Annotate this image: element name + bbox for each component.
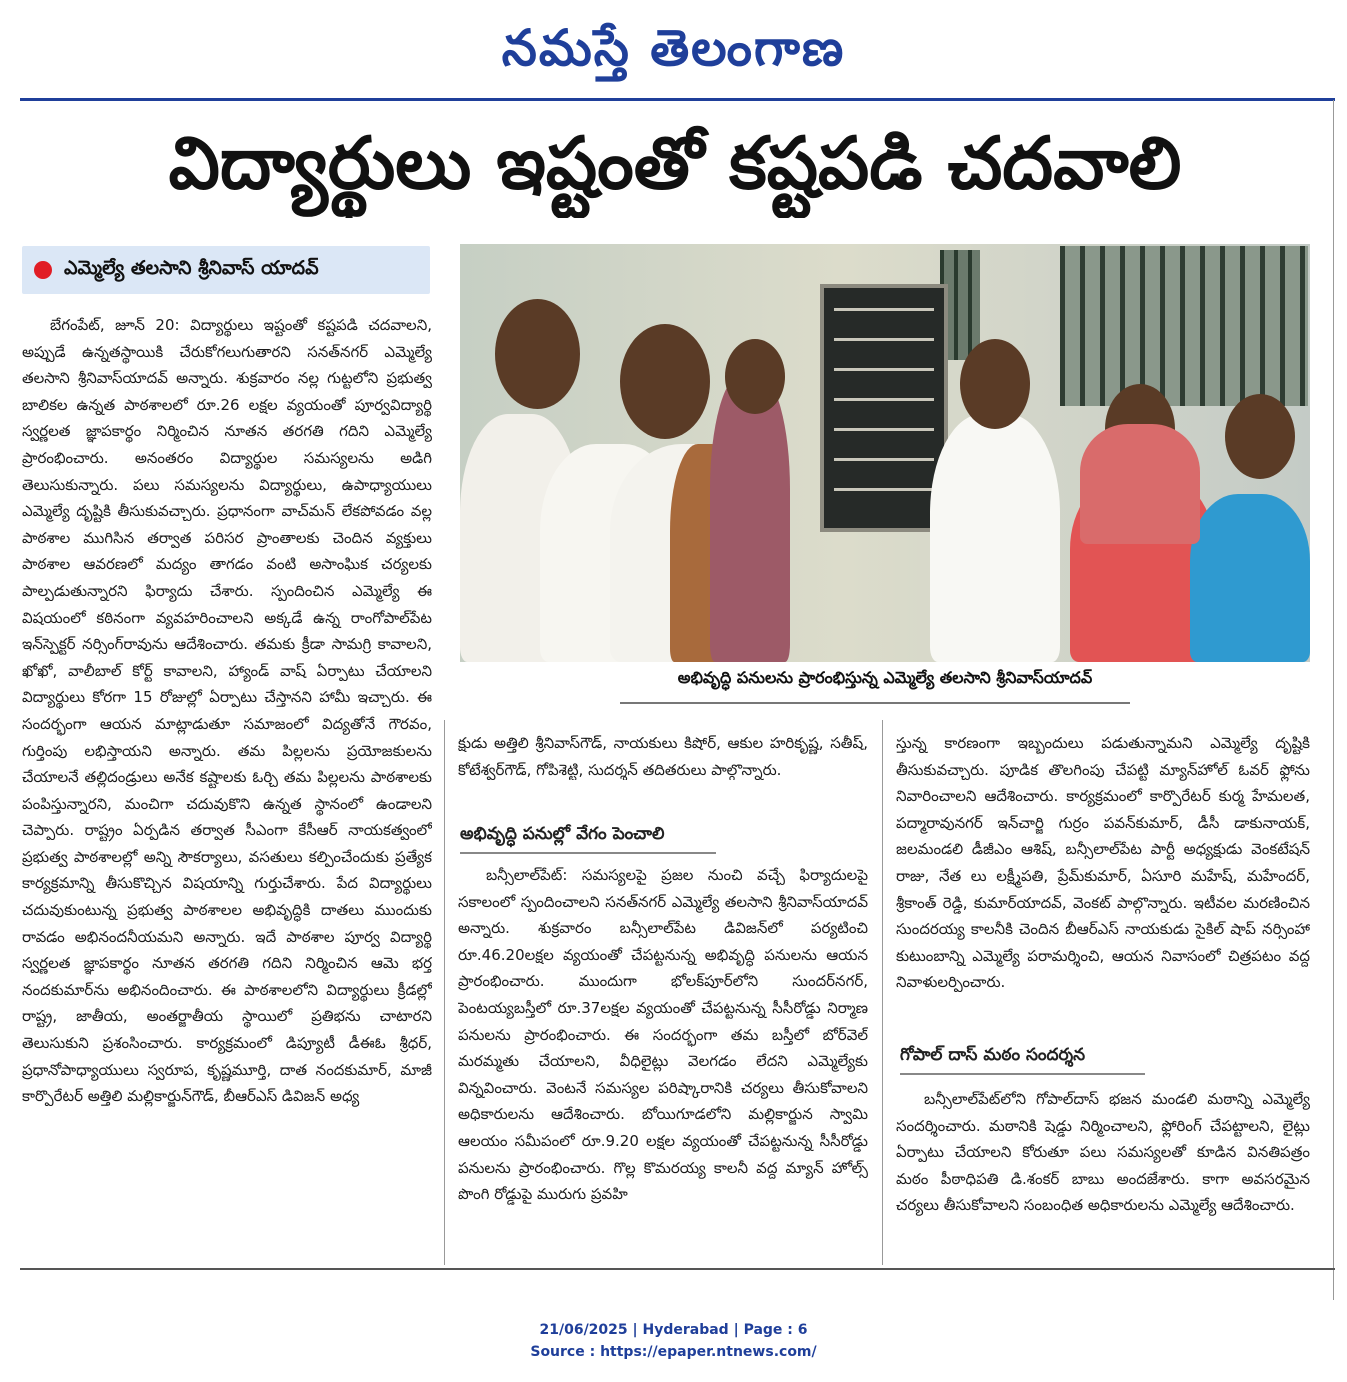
photo-window [1060,246,1308,406]
article-column-3-top [896,730,1310,1030]
photo-person [930,414,1060,662]
article-column-3 [896,1086,1310,1261]
bottom-rule [20,1268,1335,1270]
plaque-line [834,428,934,431]
article-1-continuation: క్షుడు అత్తిలి శ్రీనివాస్‌గౌడ్, నాయకులు కిషోర్, ఆకుల హరికృష్ణ, సతీష్, కోటేశ్వర్‌గౌడ్, గోపిశెట్టి, సుదర్శన్ తదితరులు పాల్గొన్నారు. [458,734,868,779]
photo-caption: అభివృద్ధి పనులను ప్రారంభిస్తున్న ఎమ్మెల్యే తలసాని శ్రీనివాస్‌యాదవ్ [677,668,1093,687]
photo-person-head [960,339,1030,429]
article-column-1 [22,312,432,1260]
photo-person-head [620,324,710,439]
news-photo [460,244,1310,662]
plaque-line [834,458,934,461]
byline-box [22,246,430,294]
photo-person-head [495,299,580,409]
photo-person [1080,424,1200,544]
caption-rule [620,702,1130,704]
plaque-line [834,338,934,341]
masthead-logo: నమస్తే తెలంగాణ [501,18,846,77]
column-divider [882,720,883,1265]
plaque-line [834,398,934,401]
photo-person [1190,494,1310,662]
article-2-body: బన్సీలాల్‌పేట్: సమస్యలపై ప్రజల నుంచి వచ్చే ఫిర్యాదులపై సకాలంలో స్పందించాలని సనత్‌నగర్ ఎమ్మెల్యే తలసాని శ్రీనివాస్‌యాదవ్ అన్నారు. శుక్రవారం బన్సీలాల్‌పేట డివిజన్‌లో పర్యటించి రూ.46.20లక్షల వ్యయంతో చేపట్టనున్న అభివృద్ధి పనులను ఆయన ప్రారంభించారు. ముందుగా భోలక్‌పూర్‌లోని సుందర్‌నగర్, పెంటయ్యబస్తీలో రూ.37లక్షల వ్యయంతో చేపట్టనున్న సీసీరోడ్డు నిర్మాణ పనులను ప్రారంభించారు. ఈ సందర్భంగా తమ బస్తీలో బోర్‌వెల్ మరమ్మతు చేయాలని, వీధిలైట్లు వెలగడం లేదని ఎమ్మెల్యేకు విన్నవించారు. వెంటనే సమస్యల పరిష్కారానికి చర్యలు తీసుకోవాలని అధికారులను ఆదేశించారు. బోయిగూడలోని మల్లికార్జున స్వామి ఆలయం సమీపంలో రూ.9.20 లక్షల వ్యయంతో చేపట్టనున్న సీసీరోడ్డు పనులను ప్రారంభించారు. గొల్ల కొమరయ్య కాలనీ వద్ద మ్యాన్ హోల్స్ పొంగి రోడ్డుపై మురుగు ప్రవహి [458,866,868,1204]
subheading-gopal-das: గోపాల్ దాస్ మఠం సందర్శన [900,1043,1145,1075]
plaque-line [834,488,934,491]
photo-plaque [820,284,948,532]
bullet-dot-icon [34,261,52,279]
photo-person-head [1225,394,1295,479]
photo-person-head [725,339,785,414]
plaque-line [834,308,934,311]
photo-person [710,374,790,662]
byline-text: ఎమ్మెల్యే తలసాని శ్రీనివాస్ యాదవ్ [64,256,319,279]
article-2-continuation: స్తున్న కారణంగా ఇబ్బందులు పడుతున్నామని ఎమ్మెల్యే దృష్టికి తీసుకువచ్చారు. పూడిక తొలగింపు చేపట్టి మ్యాన్‌హోల్ ఓవర్ ఫ్లోను నివారించాలని ఆదేశించారు. కార్యక్రమంలో కార్పొరేటర్ కుర్మ హేమలత, పద్మారావునగర్ ఇన్‌చార్జి గుర్రం పవన్‌కుమార్, డీసీ డాకునాయక్, జలమండలి డీజీఎం ఆశిష్, బన్సీలాల్‌పేట పార్టీ అధ్యక్షుడు వెంకటేషన్ రాజు, నేత లు లక్ష్మీపతి, ప్రేమ్‌కుమార్, ఏసూరి మహేష్, మహేందర్, శ్రీకాంత్ రెడ్డి, కుమార్‌యాదవ్, వెంకట్ పాల్గొన్నారు. ఇటీవల మరణించిన సుందరయ్య కాలనీకి చెందిన బీఆర్‌ఎస్ నాయకుడు సైకిల్ షాప్ నర్సింహా కుటుంబాన్ని ఎమ్మెల్యే పరామర్శించి, ఆయన నివాసంలో చిత్రపటం వద్ద నివాళులర్పించారు. [896,734,1310,992]
page-edge-rule [1333,100,1334,1300]
footer-date-line: 21/06/2025 | Hyderabad | Page : 6 [539,1322,808,1338]
plaque-line [834,368,934,371]
article-1-body: బేగంపేట్, జూన్ 20: విద్యార్థులు ఇష్టంతో కష్టపడి చదవాలని, అప్పుడే ఉన్నతస్థాయికి చేరుకోగలుగుతారని సనత్‌నగర్ ఎమ్మెల్యే తలసాని శ్రీనివాస్‌యాదవ్ అన్నారు. శుక్రవారం నల్ల గుట్టలోని ప్రభుత్వ బాలికల ఉన్నత పాఠశాలలో రూ.26 లక్షల వ్యయంతో పూర్వవిద్యార్థి స్వర్ణలత జ్ఞాపకార్థం నిర్మించిన నూతన తరగతి గదిని ఎమ్మెల్యే ప్రారంభించారు. అనంతరం విద్యార్థుల సమస్యలను అడిగి తెలుసుకున్నారు. పలు సమస్యలను విద్యార్థులు, ఉపాధ్యాయులు ఎమ్మెల్యే దృష్టికి తీసుకువచ్చారు. ప్రధానంగా వాచ్‌మన్ లేకపోవడం వల్ల పాఠశాల ముగిసిన తర్వాత పరిసర ప్రాంతాలకు చెందిన వ్యక్తులు పాఠశాల ఆవరణలో మద్యం తాగడం వంటి అసాంఘిక చర్యలకు పాల్పడుతున్నారని ఫిర్యాదు చేశారు. స్పందించిన ఎమ్మెల్యే ఈ విషయంలో కఠినంగా వ్యవహరించాలని అక్కడే ఉన్న రాంగోపాల్‌పేట ఇన్‌స్పెక్టర్ నర్సింగ్‌రావును ఆదేశించారు. తమకు క్రీడా సామగ్రి కావాలని, ఖోఖో, వాలీబాల్ కోర్ట్ కావాలని, హ్యాండ్ వాష్ ఏర్పాటు చేయాలని విద్యార్థులు కోరగా 15 రోజుల్లో ఏర్పాటు చేస్తానని హామీ ఇచ్చారు. ఈ సందర్భంగా ఆయన మాట్లాడుతూ సమాజంలో విద్యతోనే గౌరవం, గుర్తింపు లభిస్తాయని అన్నారు. తమ పిల్లలను ప్రయోజకులను చేయాలనే తల్లిదండ్రులు అనేక కష్టాలకు ఓర్చి తమ పిల్లలను పాఠశాలకు పంపిస్తున్నారని, మంచిగా చదువుకొని ఉన్నత స్థానంలో ఉండాలని చెప్పారు. రాష్ట్రం ఏర్పడిన తర్వాత సీఎంగా కేసీఆర్ నాయకత్వంలో ప్రభుత్వ పాఠశాలల్లో అన్ని సౌకర్యాలు, వసతులు కల్పించేందుకు ప్రత్యేక కార్యక్రమాన్ని తీసుకొచ్చిన విషయాన్ని గుర్తుచేశారు. పేద విద్యార్థులు చదువుకుంటున్న ప్రభుత్వ పాఠశాలల అభివృద్ధికి దాతలు ముందుకు రావడం అభినందనీయమని అన్నారు. ఇదే పాఠశాల పూర్వ విద్యార్థి స్వర్ణలత జ్ఞాపకార్థం నూతన తరగతి గదిని నిర్మించిన ఆమె భర్త నందకుమార్‌ను అభినందించారు. ఈ పాఠశాలలోని విద్యార్థులు క్రీడల్లో రాష్ట్ర, జాతీయ, అంతర్జాతీయ స్థాయిలో ప్రతిభను చాటారని తెలుసుకుని ప్రశంసించారు. కార్యక్రమంలో డిప్యూటీ డీఈఓ శ్రీధర్, ప్రధానోపాధ్యాయులు స్వరూప, కృష్ణమూర్తి, దాత నందకుమార్, మాజీ కార్పొరేటర్ అత్తిలి మల్లికార్జున్‌గౌడ్, బీఆర్‌ఎస్ డివిజన్ అధ్య [22,316,432,1106]
masthead-rule [20,98,1335,101]
subheading-development: అభివృద్ధి పనుల్లో వేగం పెంచాలి [460,822,716,854]
headline: విద్యార్థులు ఇష్టంతో కష్టపడి చదవాలి [168,121,1182,205]
article-3-body: బన్సీలాల్‌పేట్‌లోని గోపాల్‌దాస్ భజన మండలి మఠాన్ని ఎమ్మెల్యే సందర్శించారు. మఠానికి షెడ్డు నిర్మించాలని, ఫ్లోరింగ్ చేపట్టాలని, లైట్లు ఏర్పాటు చేయాలని కోరుతూ పలు సమస్యలతో కూడిన వినతిపత్రం మఠం పీఠాధిపతి డి.శంకర్ బాబు అందజేశారు. కాగా అవసరమైన చర్యలు తీసుకోవాలని సంబంధిత అధికారులను ఎమ్మెల్యే ఆదేశించారు. [896,1090,1310,1215]
article-column-2-top [458,730,868,780]
column-divider [444,720,445,1265]
article-column-2 [458,862,868,1262]
footer-source-line[interactable]: Source : https://epaper.ntnews.com/ [530,1344,817,1360]
